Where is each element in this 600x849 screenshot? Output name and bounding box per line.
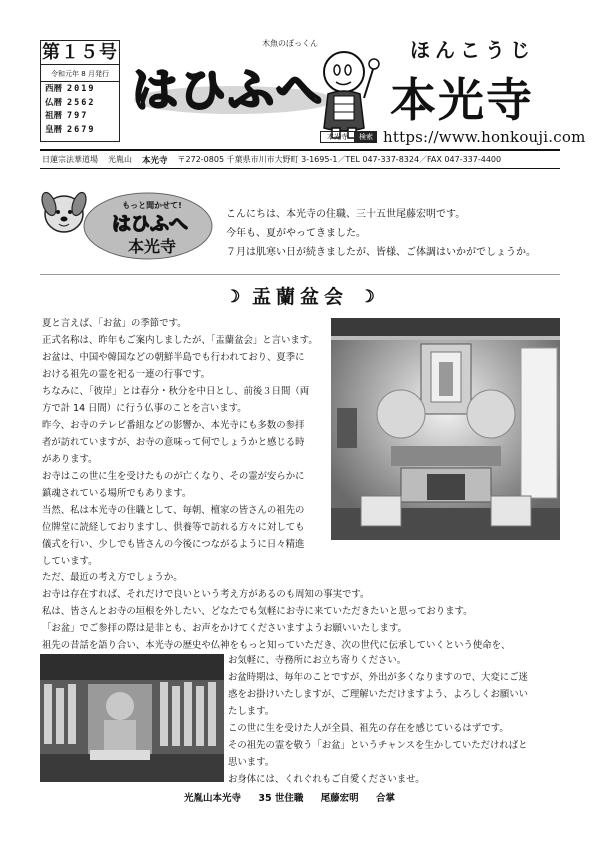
badge-temple: 本光寺 (127, 237, 177, 256)
address-divider (40, 168, 560, 169)
header-divider (40, 149, 560, 151)
greeting-text: こんにちは、本光寺の住職、三十五世尾藤宏明です。 今年も、夏がやってきました。 ７月は肌寒い日が続きましたが、皆様、ご体調はいかがでしょうか。 (226, 209, 536, 258)
era-row: 祖暦 797 (45, 111, 89, 121)
era-row: 仏暦 2562 (45, 97, 96, 108)
article-right-column: お気軽に、寺務所にお立ち寄りください。 お盆時期は、毎年のことですが、外出が多くなりますので、大変にご迷 惑をお掛けいたしますが、ご理解いただけますよう、よろしくお願いい たします。 この世に生を受けた人が全員、祖先の存在を感じているはずです。 その祖先の霊を敬う「お盆」というチャンスを生かしていただければと 思います。 お身体には、くれぐれもご自愛くださいませ。 (228, 655, 529, 785)
search-box: 本光寺 (320, 131, 355, 143)
article-full-width: ただ、最近の考え方でしょうか。 お寺は存在すれば、それだけで良いという考え方があるのも周知の事実です。 私は、皆さんとお寺の垣根を外したい、どなたでも気軽にお寺に来ていただきたいと思っております。 「お盆」でご参拝の際は是非とも、お声をかけてくださいますようお願いいたします。 祖先の昔話を語り合い、本光寺の歴史や仏神をもっと知っていただき、次の世代に伝承していくという使命を、 (42, 572, 511, 651)
signature-temple: 光胤山本光寺 (184, 793, 242, 804)
ihai-hall-photo (40, 654, 224, 782)
issue-box (40, 40, 120, 142)
temple-name: 本光寺 (142, 156, 168, 166)
section-heading: 盂蘭盆会 (251, 286, 348, 308)
mountain-name: 光胤山 (108, 155, 132, 164)
website-url: https://www.honkouji.com (383, 128, 586, 146)
era-row: 皇暦 2679 (45, 124, 96, 135)
signature-name: 尾藤宏明 (320, 793, 359, 804)
newsletter-logo (124, 48, 338, 134)
crescent-moon-icon: ☽ (225, 287, 241, 307)
temple-title: 本光寺 (390, 73, 534, 127)
postal-address: 〒272-0805 千葉県市川市大野町 3-1695-1／TEL 047-337-8324／FAX 047-337-4400 (177, 155, 502, 164)
newsletter-title: はひふへ (132, 63, 324, 117)
signature (184, 790, 409, 804)
section-title (0, 282, 600, 309)
address-bar (42, 154, 501, 166)
crescent-moon-icon: ☽ (359, 287, 375, 307)
badge-tagline: もっと聞かせて! (122, 201, 182, 210)
issue-date: 令和元年 8 月発行 (41, 65, 119, 82)
temple-ruby: ほんこうじ (410, 38, 535, 62)
altar-photo (331, 318, 560, 540)
url-row (320, 128, 586, 146)
greeting-badge-illustration (40, 182, 215, 262)
article-left-column: 夏と言えば、「お盆」の季節です。 正式名称は、昨年もご案内しましたが、「盂蘭盆会」と言います。 お盆は、中国や韓国などの朝鮮半島でも行われており、夏季に おける祖先の霊を祀る一連の行事です。 ちなみに、「彼岸」とは春分・秋分を中日とし、前後３日間（両 方で計 14 日間）に行う仏事のことを言います。 昨今、お寺のテレビ番組などの影響か、本光寺にも多数の参拝 者が訪れていますが、お寺の意味って何でしょうかと感じる時 があります。 お寺はこの世に生を受けたものが亡くなり、その霊が安らかに 鎮魂されている場所でもあります。 当然、私は本光寺の住職として、毎朝、檀家の皆さんの祖先の 位牌堂に読経しておりますし、供養等で訪れる方々に対しても 儀式を行い、少しでも皆さんの今後につながるように日々精進 しています。 (42, 318, 318, 567)
sect-name: 日蓮宗法華道場 (42, 155, 98, 164)
badge-title: はひふへ (111, 213, 189, 235)
search-button: 検索 (355, 131, 377, 143)
era-list (41, 82, 119, 137)
era-row: 西暦 2019 (45, 84, 96, 94)
issue-number: 第１５号 (42, 42, 118, 63)
section-divider (40, 274, 560, 275)
mascot-caption: 木魚のぼっくん (262, 39, 318, 48)
signature-rank: 35 世住職 (258, 793, 304, 804)
signature-closing: 合掌 (376, 793, 396, 804)
